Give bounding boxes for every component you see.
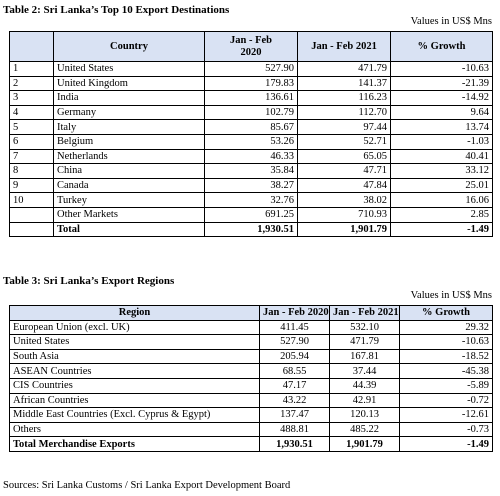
rank-cell: 2 [10, 76, 54, 91]
growth-cell: 2.85 [391, 207, 493, 222]
table3 [9, 305, 493, 452]
growth-cell: 40.41 [391, 149, 493, 164]
rank-cell: 8 [10, 164, 54, 179]
value-2021-cell: 120.13 [330, 408, 400, 423]
value-2021-cell: 141.37 [298, 76, 391, 91]
table3-header-region: Region [10, 306, 260, 321]
value-2021-cell: 471.79 [330, 335, 400, 350]
value-2020-cell: 102.79 [205, 105, 298, 120]
value-2021-cell: 38.02 [298, 193, 391, 208]
table2-row [10, 193, 493, 208]
value-2020-cell: 411.45 [260, 320, 330, 335]
value-2021-cell: 116.23 [298, 91, 391, 106]
growth-cell: -10.63 [391, 62, 493, 77]
table2-row [10, 62, 493, 77]
table2-header-country: Country [54, 32, 205, 62]
table3-header-growth: % Growth [400, 306, 493, 321]
table2-row [10, 164, 493, 179]
value-2021-cell: 44.39 [330, 378, 400, 393]
table2-title: Table 2: Sri Lanka’s Top 10 Export Destinations [3, 4, 230, 16]
growth-cell: -14.92 [391, 91, 493, 106]
value-2020-cell: 527.90 [260, 335, 330, 350]
rank-cell: 4 [10, 105, 54, 120]
growth-cell: -12.61 [400, 408, 493, 423]
table2-header-jan-feb-2020-line1: Jan - Feb [230, 34, 272, 46]
value-2020-cell: 32.76 [205, 193, 298, 208]
table3-row [10, 349, 493, 364]
value-2021-cell: 532.10 [330, 320, 400, 335]
value-2020-cell: 38.27 [205, 178, 298, 193]
table3-row [10, 335, 493, 350]
value-2020-cell: 691.25 [205, 207, 298, 222]
growth-cell: 13.74 [391, 120, 493, 135]
table2-unit-note: Values in US$ Mns [410, 16, 492, 27]
value-2020-cell: 35.84 [205, 164, 298, 179]
region-cell: ASEAN Countries [10, 364, 260, 379]
rank-cell: 5 [10, 120, 54, 135]
country-cell: India [54, 91, 205, 106]
value-2021-cell: 97.44 [298, 120, 391, 135]
value-2021-cell: 710.93 [298, 207, 391, 222]
table2-row [10, 149, 493, 164]
value-2021-cell: 112.70 [298, 105, 391, 120]
region-cell: Others [10, 422, 260, 437]
country-cell: China [54, 164, 205, 179]
table2 [9, 31, 493, 237]
value-2020-cell: 488.81 [260, 422, 330, 437]
value-2021-cell: 485.22 [330, 422, 400, 437]
rank-cell: 3 [10, 91, 54, 106]
growth-cell: -10.63 [400, 335, 493, 350]
value-2020-cell: 47.17 [260, 378, 330, 393]
table2-row [10, 76, 493, 91]
table2-row [10, 134, 493, 149]
value-2021-cell: 52.71 [298, 134, 391, 149]
table2-row [10, 91, 493, 106]
total-2020-cell: 1,930.51 [260, 437, 330, 452]
table3-total-row [10, 437, 493, 452]
growth-cell: -0.73 [400, 422, 493, 437]
total-label: Total [54, 222, 205, 237]
value-2020-cell: 179.83 [205, 76, 298, 91]
value-2020-cell: 136.61 [205, 91, 298, 106]
table2-row [10, 178, 493, 193]
growth-cell: -1.03 [391, 134, 493, 149]
table2-header-jan-feb-2020-line2: 2020 [240, 46, 262, 58]
table2-row [10, 120, 493, 135]
value-2021-cell: 471.79 [298, 62, 391, 77]
growth-cell: 16.06 [391, 193, 493, 208]
growth-cell: 29.32 [400, 320, 493, 335]
growth-cell: -0.72 [400, 393, 493, 408]
value-2021-cell: 47.71 [298, 164, 391, 179]
value-2021-cell: 65.05 [298, 149, 391, 164]
total-growth-cell: -1.49 [400, 437, 493, 452]
region-cell: European Union (excl. UK) [10, 320, 260, 335]
table3-row [10, 408, 493, 423]
growth-cell: 9.64 [391, 105, 493, 120]
table3-row [10, 364, 493, 379]
value-2021-cell: 37.44 [330, 364, 400, 379]
country-cell: Belgium [54, 134, 205, 149]
growth-cell: -21.39 [391, 76, 493, 91]
country-cell: Canada [54, 178, 205, 193]
rank-cell: 9 [10, 178, 54, 193]
country-cell: Netherlands [54, 149, 205, 164]
growth-cell: 25.01 [391, 178, 493, 193]
table3-title: Table 3: Sri Lanka’s Export Regions [3, 275, 175, 287]
rank-cell: 1 [10, 62, 54, 77]
total-growth-cell: -1.49 [391, 222, 493, 237]
value-2020-cell: 46.33 [205, 149, 298, 164]
table2-header-jan-feb-2021: Jan - Feb 2021 [298, 32, 391, 62]
rank-cell [10, 207, 54, 222]
region-cell: African Countries [10, 393, 260, 408]
country-cell: United Kingdom [54, 76, 205, 91]
table3-row [10, 422, 493, 437]
growth-cell: -5.89 [400, 378, 493, 393]
growth-cell: 33.12 [391, 164, 493, 179]
region-cell: United States [10, 335, 260, 350]
rank-cell [10, 222, 54, 237]
table2-row [10, 207, 493, 222]
value-2020-cell: 205.94 [260, 349, 330, 364]
table3-row [10, 320, 493, 335]
rank-cell: 7 [10, 149, 54, 164]
value-2021-cell: 42.91 [330, 393, 400, 408]
value-2020-cell: 43.22 [260, 393, 330, 408]
growth-cell: -45.38 [400, 364, 493, 379]
country-cell: Turkey [54, 193, 205, 208]
total-2021-cell: 1,901.79 [330, 437, 400, 452]
value-2020-cell: 527.90 [205, 62, 298, 77]
table3-header-jan-feb-2021: Jan - Feb 2021 [330, 306, 400, 321]
value-2020-cell: 53.26 [205, 134, 298, 149]
region-cell: CIS Countries [10, 378, 260, 393]
table2-header-no [10, 32, 54, 62]
value-2020-cell: 137.47 [260, 408, 330, 423]
growth-cell: -18.52 [400, 349, 493, 364]
table3-row [10, 393, 493, 408]
region-cell: South Asia [10, 349, 260, 364]
value-2021-cell: 47.84 [298, 178, 391, 193]
country-cell: Italy [54, 120, 205, 135]
table2-header-growth: % Growth [391, 32, 493, 62]
total-2020-cell: 1,930.51 [205, 222, 298, 237]
source-note: Sources: Sri Lanka Customs / Sri Lanka Export Development Board [3, 480, 291, 491]
value-2020-cell: 68.55 [260, 364, 330, 379]
rank-cell: 10 [10, 193, 54, 208]
country-cell: Other Markets [54, 207, 205, 222]
rank-cell: 6 [10, 134, 54, 149]
table3-row [10, 378, 493, 393]
total-2021-cell: 1,901.79 [298, 222, 391, 237]
table2-total-row [10, 222, 493, 237]
table3-header-jan-feb-2020: Jan - Feb 2020 [260, 306, 330, 321]
table2-header-jan-feb-2020 [205, 32, 298, 62]
value-2021-cell: 167.81 [330, 349, 400, 364]
value-2020-cell: 85.67 [205, 120, 298, 135]
region-cell: Middle East Countries (Excl. Cyprus & Egypt) [10, 408, 260, 423]
total-label: Total Merchandise Exports [10, 437, 260, 452]
table3-unit-note: Values in US$ Mns [410, 290, 492, 301]
table2-row [10, 105, 493, 120]
country-cell: Germany [54, 105, 205, 120]
country-cell: United States [54, 62, 205, 77]
